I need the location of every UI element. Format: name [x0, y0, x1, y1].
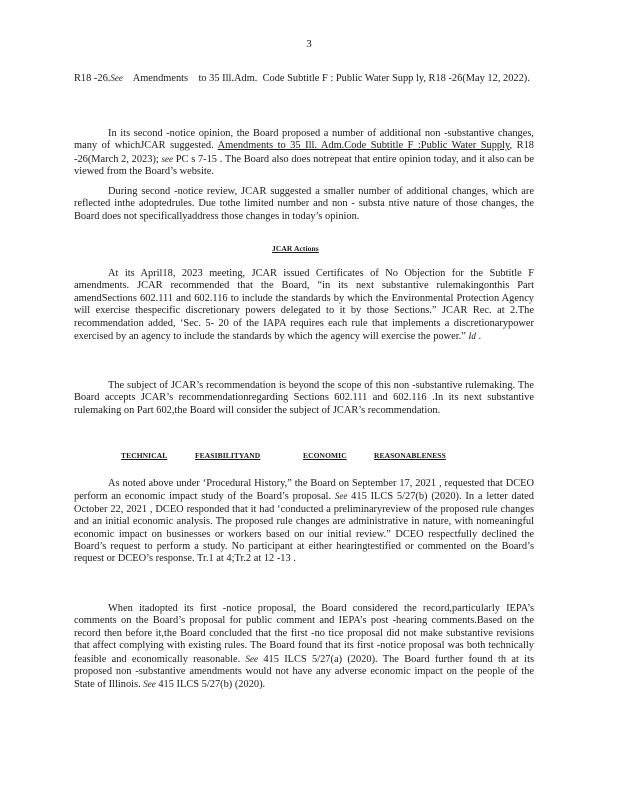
heading-feasibility: FEASIBILITYAND: [195, 451, 261, 460]
heading-technical: TECHNICAL: [121, 451, 168, 460]
paragraph-6: As noted above under ‘Procedural History,” the Board on September 17, 2021 , requested that DCEO perform an economic impact study of the Board’s proposal. See 415 ILCS 5/27(b) (2020). In a letter dated October 22, 2021 , DCEO responded that it had ‘conducted a preliminaryreview of the proposed rule changes and an initial economic analysis. The proposed rule changes are administrative in nature, with nomeaningful economic impact on businesses or workers based on our initial review.” DCEO respectfully declined the Board’s request to perform a study. No participant at either hearingtestified or commented on the Board’s request or DCEO’s response. Tr.1 at 4;Tr.2 at 12 -13 .: [74, 478, 534, 565]
heading-jcar-actions: JCAR Actions: [272, 244, 319, 253]
paragraph-4: At its April18, 2023 meeting, JCAR issued Certificates of No Objection for the Subtitle F amendments. JCAR recommended that the Board, “in its next substantive rulemakingonthis Part amendSections 602.111 and 602.116 to include the standards by which the Environmental Protection Agency will exercise thespecific discretionary powers delegated to it by those Sections.” JCAR Rec. at 2.The recommendation added, ‘Sec. 5- 20 of the IAPA requires each rule that implements a discretionarypower exercised by an agency to include the standards by which the agency will exercise the power.” Id .: [74, 268, 534, 343]
paragraph-1: R18 -26.See Amendments to 35 Ill.Adm. Code Subtitle F : Public Water Supp ly, R18 -26(May 12, 2022).: [74, 73, 530, 84]
paragraph-3: During second -notice review, JCAR suggested a smaller number of additional changes, which are reflected inthe adoptedrules. Due tothe limited number and non - substa ntive nature of those changes, the Board does not specificallyaddress those changes in today’s opinion.: [74, 186, 534, 222]
paragraph-2: In its second -notice opinion, the Board proposed a number of additional non -substantive changes, many of whichJCAR suggested. Amendments to 35 Ill. Adm.Code Subtitle F :Public Water Supply, R18 -26(March 2, 2023); see PC s 7-15 . The Board also does notrepeat that entire opinion today, and it also can be viewed from the Board’s website.: [74, 128, 534, 178]
page-number: 3: [306, 38, 312, 50]
heading-economic: ECONOMIC: [303, 451, 347, 460]
heading-reasonableness: REASONABLENESS: [374, 451, 446, 460]
paragraph-7: When itadopted its first -notice proposal, the Board considered the record,particularly IEPA’s comments on the Board’s proposal for public comment and IEPA’s post -hearing comments.Based on the record then before it,the Board concluded that the first -no tice proposal did not make substantive revisions that affect complying with existing rules. The Board found that its first -notice proposal was both technically feasible and economically reasonable. See 415 ILCS 5/27(a) (2020). The Board further found th at its proposed non -substantive amendments would not have any adverse economic impact on the people of the State of Illinois. See 415 ILCS 5/27(b) (2020).: [74, 603, 534, 691]
paragraph-5: The subject of JCAR’s recommendation is beyond the scope of this non -substantive rulemaking. The Board accepts JCAR’s recommendationregarding Sections 602.111 and 602.116 .In its next substantive rulemaking on Part 602,the Board will consider the subject of JCAR’s recommendation.: [74, 380, 534, 416]
